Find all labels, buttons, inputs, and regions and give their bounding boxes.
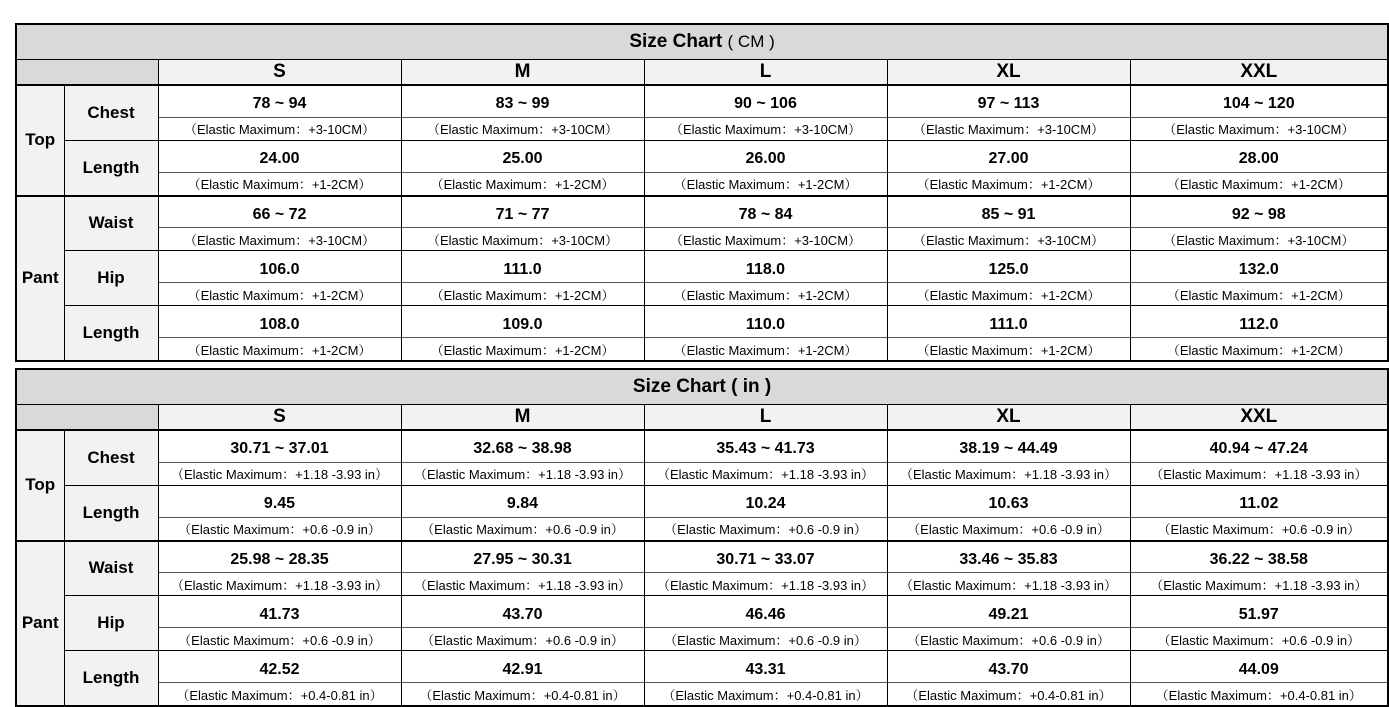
- value-cell: 108.0: [158, 306, 401, 338]
- value-cell: 71 ~ 77: [401, 196, 644, 228]
- elastic-note-cell: （Elastic Maximum：+0.4-0.81 in）: [644, 683, 887, 707]
- value-cell: 32.68 ~ 38.98: [401, 430, 644, 462]
- elastic-note-cell: （Elastic Maximum：+1-2CM）: [401, 283, 644, 306]
- elastic-note-cell: （Elastic Maximum：+3-10CM）: [158, 117, 401, 140]
- elastic-note-cell: （Elastic Maximum：+0.6 -0.9 in）: [887, 628, 1130, 651]
- elastic-note-cell: （Elastic Maximum：+0.6 -0.9 in）: [1130, 628, 1388, 651]
- elastic-note-cell: （Elastic Maximum：+1.18 -3.93 in）: [401, 573, 644, 596]
- value-cell: 109.0: [401, 306, 644, 338]
- elastic-note-cell: （Elastic Maximum：+1-2CM）: [158, 338, 401, 362]
- elastic-note-cell: （Elastic Maximum：+1-2CM）: [401, 172, 644, 196]
- elastic-note-cell: （Elastic Maximum：+1.18 -3.93 in）: [401, 462, 644, 485]
- header-blank-cell: [16, 405, 158, 431]
- value-cell: 66 ~ 72: [158, 196, 401, 228]
- size-header-m: M: [401, 60, 644, 86]
- elastic-note-cell: （Elastic Maximum：+3-10CM）: [887, 228, 1130, 251]
- elastic-note-cell: （Elastic Maximum：+1.18 -3.93 in）: [1130, 462, 1388, 485]
- value-cell: 30.71 ~ 33.07: [644, 541, 887, 573]
- elastic-note-cell: （Elastic Maximum：+1-2CM）: [401, 338, 644, 362]
- chart-unit-label: ( in ): [731, 376, 772, 397]
- value-cell: 97 ~ 113: [887, 85, 1130, 117]
- value-cell: 30.71 ~ 37.01: [158, 430, 401, 462]
- size-header-s: S: [158, 60, 401, 86]
- value-cell: 106.0: [158, 251, 401, 283]
- elastic-note-cell: （Elastic Maximum：+0.6 -0.9 in）: [158, 628, 401, 651]
- measure-label-waist: Waist: [64, 196, 158, 251]
- value-cell: 36.22 ~ 38.58: [1130, 541, 1388, 573]
- value-cell: 35.43 ~ 41.73: [644, 430, 887, 462]
- elastic-note-cell: （Elastic Maximum：+1-2CM）: [1130, 172, 1388, 196]
- elastic-note-cell: （Elastic Maximum：+1.18 -3.93 in）: [158, 462, 401, 485]
- value-cell: 11.02: [1130, 485, 1388, 517]
- elastic-note-cell: （Elastic Maximum：+0.6 -0.9 in）: [887, 517, 1130, 541]
- size-chart-cm: [15, 23, 1389, 362]
- elastic-note-cell: （Elastic Maximum：+3-10CM）: [644, 117, 887, 140]
- elastic-note-cell: （Elastic Maximum：+1.18 -3.93 in）: [1130, 573, 1388, 596]
- elastic-note-cell: （Elastic Maximum：+1-2CM）: [887, 172, 1130, 196]
- value-cell: 24.00: [158, 140, 401, 172]
- value-cell: 28.00: [1130, 140, 1388, 172]
- size-header-l: L: [644, 405, 887, 431]
- value-cell: 42.52: [158, 651, 401, 683]
- elastic-note-cell: （Elastic Maximum：+1-2CM）: [1130, 283, 1388, 306]
- value-cell: 118.0: [644, 251, 887, 283]
- elastic-note-cell: （Elastic Maximum：+1-2CM）: [158, 283, 401, 306]
- elastic-note-cell: （Elastic Maximum：+1.18 -3.93 in）: [887, 573, 1130, 596]
- value-cell: 83 ~ 99: [401, 85, 644, 117]
- value-cell: 46.46: [644, 596, 887, 628]
- value-cell: 26.00: [644, 140, 887, 172]
- measure-label-hip: Hip: [64, 596, 158, 651]
- size-header-m: M: [401, 405, 644, 431]
- elastic-note-cell: （Elastic Maximum：+1-2CM）: [644, 283, 887, 306]
- elastic-note-cell: （Elastic Maximum：+0.4-0.81 in）: [887, 683, 1130, 707]
- value-cell: 9.84: [401, 485, 644, 517]
- value-cell: 125.0: [887, 251, 1130, 283]
- elastic-note-cell: （Elastic Maximum：+0.6 -0.9 in）: [644, 517, 887, 541]
- measure-label-chest: Chest: [64, 430, 158, 485]
- chart-title: [16, 24, 1388, 60]
- elastic-note-cell: （Elastic Maximum：+1-2CM）: [1130, 338, 1388, 362]
- value-cell: 49.21: [887, 596, 1130, 628]
- measure-label-waist: Waist: [64, 541, 158, 596]
- value-cell: 41.73: [158, 596, 401, 628]
- elastic-note-cell: （Elastic Maximum：+1.18 -3.93 in）: [887, 462, 1130, 485]
- measure-label-length: Length: [64, 140, 158, 196]
- value-cell: 25.00: [401, 140, 644, 172]
- elastic-note-cell: （Elastic Maximum：+1.18 -3.93 in）: [158, 573, 401, 596]
- value-cell: 132.0: [1130, 251, 1388, 283]
- value-cell: 78 ~ 94: [158, 85, 401, 117]
- header-blank-cell: [16, 60, 158, 86]
- elastic-note-cell: （Elastic Maximum：+3-10CM）: [644, 228, 887, 251]
- group-label-pant: Pant: [16, 196, 64, 362]
- size-header-s: S: [158, 405, 401, 431]
- value-cell: 25.98 ~ 28.35: [158, 541, 401, 573]
- value-cell: 110.0: [644, 306, 887, 338]
- measure-label-length: Length: [64, 306, 158, 362]
- size-header-l: L: [644, 60, 887, 86]
- value-cell: 27.00: [887, 140, 1130, 172]
- value-cell: 43.31: [644, 651, 887, 683]
- elastic-note-cell: （Elastic Maximum：+0.4-0.81 in）: [1130, 683, 1388, 707]
- elastic-note-cell: （Elastic Maximum：+1-2CM）: [644, 338, 887, 362]
- measure-label-length: Length: [64, 485, 158, 541]
- elastic-note-cell: （Elastic Maximum：+1-2CM）: [887, 338, 1130, 362]
- value-cell: 33.46 ~ 35.83: [887, 541, 1130, 573]
- value-cell: 111.0: [401, 251, 644, 283]
- elastic-note-cell: （Elastic Maximum：+1.18 -3.93 in）: [644, 462, 887, 485]
- elastic-note-cell: （Elastic Maximum：+0.6 -0.9 in）: [158, 517, 401, 541]
- value-cell: 10.24: [644, 485, 887, 517]
- size-header-xxl: XXL: [1130, 405, 1388, 431]
- value-cell: 40.94 ~ 47.24: [1130, 430, 1388, 462]
- elastic-note-cell: （Elastic Maximum：+1-2CM）: [887, 283, 1130, 306]
- elastic-note-cell: （Elastic Maximum：+0.6 -0.9 in）: [401, 628, 644, 651]
- size-header-xl: XL: [887, 60, 1130, 86]
- chart-title: [16, 369, 1388, 405]
- elastic-note-cell: （Elastic Maximum：+1.18 -3.93 in）: [644, 573, 887, 596]
- group-label-pant: Pant: [16, 541, 64, 707]
- value-cell: 38.19 ~ 44.49: [887, 430, 1130, 462]
- group-label-top: Top: [16, 430, 64, 541]
- value-cell: 43.70: [401, 596, 644, 628]
- group-label-top: Top: [16, 85, 64, 196]
- value-cell: 90 ~ 106: [644, 85, 887, 117]
- elastic-note-cell: （Elastic Maximum：+3-10CM）: [401, 228, 644, 251]
- size-chart-in: [15, 368, 1389, 707]
- elastic-note-cell: （Elastic Maximum：+0.4-0.81 in）: [158, 683, 401, 707]
- value-cell: 43.70: [887, 651, 1130, 683]
- value-cell: 78 ~ 84: [644, 196, 887, 228]
- measure-label-length: Length: [64, 651, 158, 707]
- elastic-note-cell: （Elastic Maximum：+0.4-0.81 in）: [401, 683, 644, 707]
- value-cell: 10.63: [887, 485, 1130, 517]
- value-cell: 92 ~ 98: [1130, 196, 1388, 228]
- value-cell: 111.0: [887, 306, 1130, 338]
- size-header-xxl: XXL: [1130, 60, 1388, 86]
- elastic-note-cell: （Elastic Maximum：+0.6 -0.9 in）: [401, 517, 644, 541]
- value-cell: 27.95 ~ 30.31: [401, 541, 644, 573]
- chart-unit-label: ( CM ): [727, 32, 775, 51]
- value-cell: 51.97: [1130, 596, 1388, 628]
- value-cell: 112.0: [1130, 306, 1388, 338]
- size-header-xl: XL: [887, 405, 1130, 431]
- elastic-note-cell: （Elastic Maximum：+3-10CM）: [401, 117, 644, 140]
- chart-title-text: Size Chart: [629, 31, 723, 52]
- elastic-note-cell: （Elastic Maximum：+3-10CM）: [887, 117, 1130, 140]
- elastic-note-cell: （Elastic Maximum：+3-10CM）: [158, 228, 401, 251]
- chart-title-text: Size Chart: [632, 376, 726, 397]
- measure-label-hip: Hip: [64, 251, 158, 306]
- value-cell: 104 ~ 120: [1130, 85, 1388, 117]
- value-cell: 44.09: [1130, 651, 1388, 683]
- elastic-note-cell: （Elastic Maximum：+0.6 -0.9 in）: [1130, 517, 1388, 541]
- value-cell: 85 ~ 91: [887, 196, 1130, 228]
- value-cell: 42.91: [401, 651, 644, 683]
- measure-label-chest: Chest: [64, 85, 158, 140]
- elastic-note-cell: （Elastic Maximum：+3-10CM）: [1130, 117, 1388, 140]
- elastic-note-cell: （Elastic Maximum：+0.6 -0.9 in）: [644, 628, 887, 651]
- value-cell: 9.45: [158, 485, 401, 517]
- elastic-note-cell: （Elastic Maximum：+1-2CM）: [644, 172, 887, 196]
- elastic-note-cell: （Elastic Maximum：+1-2CM）: [158, 172, 401, 196]
- elastic-note-cell: （Elastic Maximum：+3-10CM）: [1130, 228, 1388, 251]
